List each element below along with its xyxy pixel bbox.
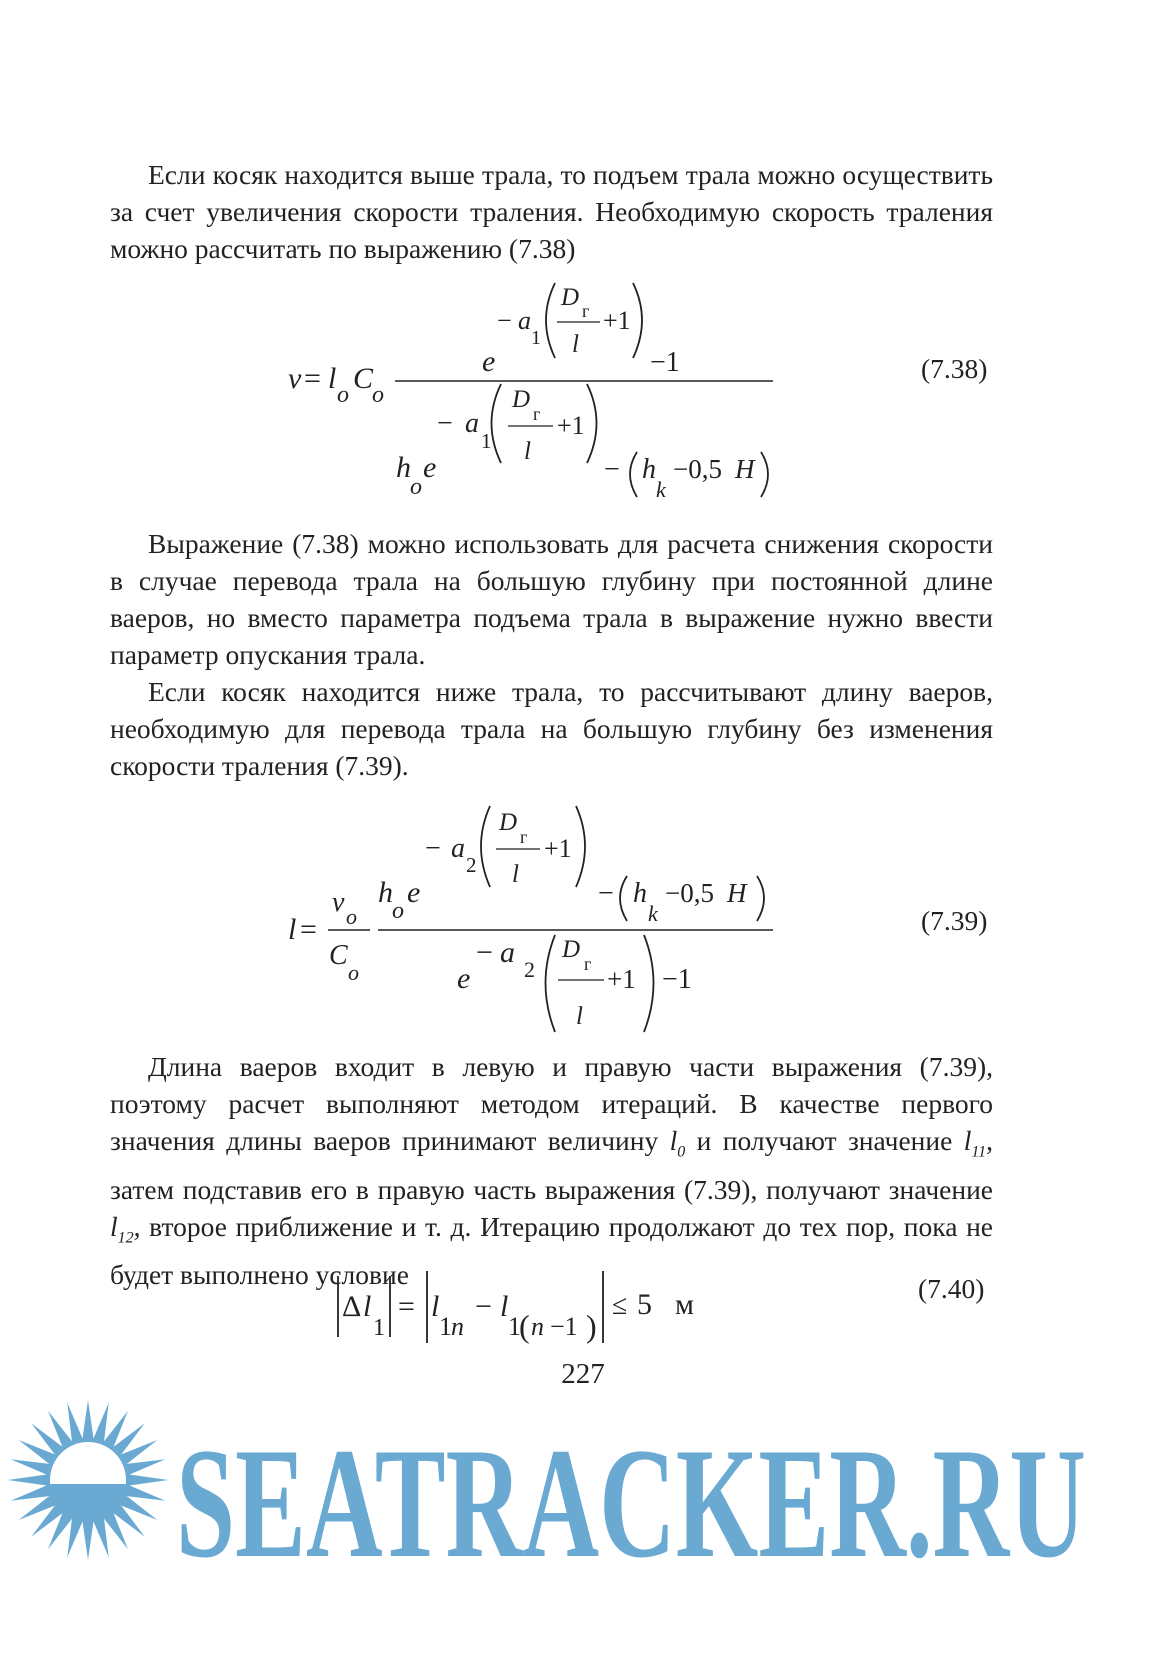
svg-text:k: k (656, 477, 666, 502)
symbol-l12: $l_{12}$ (110, 1210, 134, 1246)
svg-text:−: − (475, 1290, 492, 1323)
svg-text:1: 1 (531, 327, 541, 349)
svg-text:C: C (329, 940, 348, 971)
svg-text:l: l (572, 331, 579, 358)
svg-text:(: ( (519, 1308, 530, 1344)
svg-text:e: e (457, 962, 471, 995)
svg-text:г: г (533, 404, 541, 424)
svg-text:a: a (500, 936, 515, 969)
svg-text:l: l (512, 861, 519, 888)
bound-unit: м (675, 1288, 694, 1321)
svg-text:e: e (482, 345, 496, 378)
svg-text:−: − (497, 306, 512, 335)
svg-text:n: n (451, 1312, 464, 1341)
svg-text:o: o (372, 382, 384, 408)
svg-text:г: г (520, 827, 528, 847)
svg-text:H: H (735, 454, 755, 484)
svg-text:o: o (346, 904, 357, 929)
svg-text:k: k (648, 901, 658, 926)
svg-text:+1: +1 (603, 306, 631, 335)
svg-text:1: 1 (373, 1315, 385, 1341)
svg-text:=: = (300, 913, 317, 946)
svg-text:−1: −1 (550, 1312, 578, 1341)
svg-text:h: h (633, 878, 647, 909)
svg-text:Δ: Δ (342, 1290, 362, 1323)
svg-text:=: = (398, 1290, 415, 1323)
paragraph-2: Выражение (7.38) можно использовать для расчета снижения скорости в случае перевода трала на большую глубину при постоянной длине ваеров, но вместо параметра подъема трала в выражение нужно ввести параметр опускания трала. (110, 528, 993, 670)
svg-text:=: = (304, 362, 321, 395)
watermark-logo (0, 1398, 1166, 1568)
svg-text:o: o (337, 382, 349, 408)
svg-text:−0,5: −0,5 (665, 878, 714, 908)
svg-text:H: H (727, 878, 747, 908)
svg-text:l: l (363, 1290, 372, 1323)
svg-text:−1: −1 (650, 347, 680, 378)
symbol-l11: $l_{11}$ (963, 1125, 987, 1161)
paragraph-4: Длина ваеров входит в левую и правую части выражения (7.39), поэтому расчет выполняют методом итераций. В качестве первого значения длины ваеров принимают величину $l_0$ и получают значение $l_{11}$, затем подставив его в правую часть выражения (7.39), получают значение $l_{12}$, второе приближение и т. д. Итерацию продолжают до тех пор, пока не будет выполнено условие (110, 1051, 994, 1290)
svg-text:г: г (582, 301, 590, 321)
equation-number-7-40: (7.40) (918, 1273, 985, 1304)
symbol-l0: $l_0$ (669, 1125, 686, 1161)
svg-text:l: l (328, 362, 337, 395)
svg-text:n: n (531, 1312, 544, 1341)
page-number: 227 (561, 1358, 605, 1390)
sun-icon (8, 1400, 168, 1560)
equation-number-7-38: (7.38) (921, 353, 988, 384)
svg-text:o: o (348, 960, 359, 985)
svg-text:−: − (598, 878, 614, 909)
svg-text:o: o (392, 898, 404, 924)
watermark-text: SEATRACKER.RU (176, 1416, 1086, 1568)
equation-number-7-39: (7.39) (921, 905, 988, 936)
svg-text:1: 1 (481, 429, 492, 453)
bound-value: 5 (637, 1288, 652, 1321)
svg-text:−1: −1 (662, 964, 692, 995)
svg-text:a: a (451, 833, 465, 864)
svg-text:e: e (407, 876, 421, 909)
svg-text:l: l (524, 438, 531, 465)
svg-text:v: v (288, 362, 302, 395)
svg-text:o: o (410, 474, 422, 500)
svg-text:−: − (604, 454, 620, 485)
svg-text:−0,5: −0,5 (673, 454, 722, 484)
svg-text:D: D (562, 936, 581, 963)
svg-text:−: − (425, 833, 441, 864)
svg-text:e: e (423, 451, 437, 484)
svg-text:≤: ≤ (612, 1290, 628, 1321)
svg-text:2: 2 (524, 957, 535, 982)
svg-text:D: D (561, 284, 580, 311)
svg-text:a: a (518, 306, 531, 335)
svg-text:−: − (437, 408, 453, 439)
svg-text:): ) (586, 1308, 597, 1344)
svg-text:+1: +1 (544, 834, 572, 863)
svg-text:г: г (584, 954, 592, 974)
svg-text:h: h (378, 876, 393, 909)
paragraph-3: Если косяк находится ниже трала, то рассчитывают длину ваеров, необходимую для перевода трала на большую глубину без изменения скорости траления (7.39). (110, 676, 993, 781)
svg-text:a: a (465, 408, 479, 439)
svg-text:1: 1 (439, 1312, 452, 1341)
svg-text:+1: +1 (607, 964, 636, 994)
svg-text:l: l (576, 1003, 583, 1030)
svg-text:D: D (512, 386, 531, 413)
svg-text:−: − (476, 936, 493, 969)
svg-text:2: 2 (466, 853, 477, 877)
svg-text:1: 1 (508, 1312, 521, 1341)
svg-text:l: l (288, 913, 297, 946)
svg-text:l: l (431, 1290, 440, 1323)
svg-text:D: D (499, 809, 518, 836)
svg-text:l: l (500, 1290, 509, 1323)
paragraph-1: Если косяк находится выше трала, то подъем трала можно осуществить за счет увеличения скорости траления. Необходимую скорость траления можно рассчитать по выражению (7.38) (110, 159, 993, 264)
svg-text:v: v (332, 887, 345, 918)
svg-text:C: C (353, 362, 374, 395)
svg-text:+1: +1 (557, 411, 585, 440)
svg-text:h: h (642, 454, 656, 485)
svg-text:h: h (396, 451, 411, 484)
